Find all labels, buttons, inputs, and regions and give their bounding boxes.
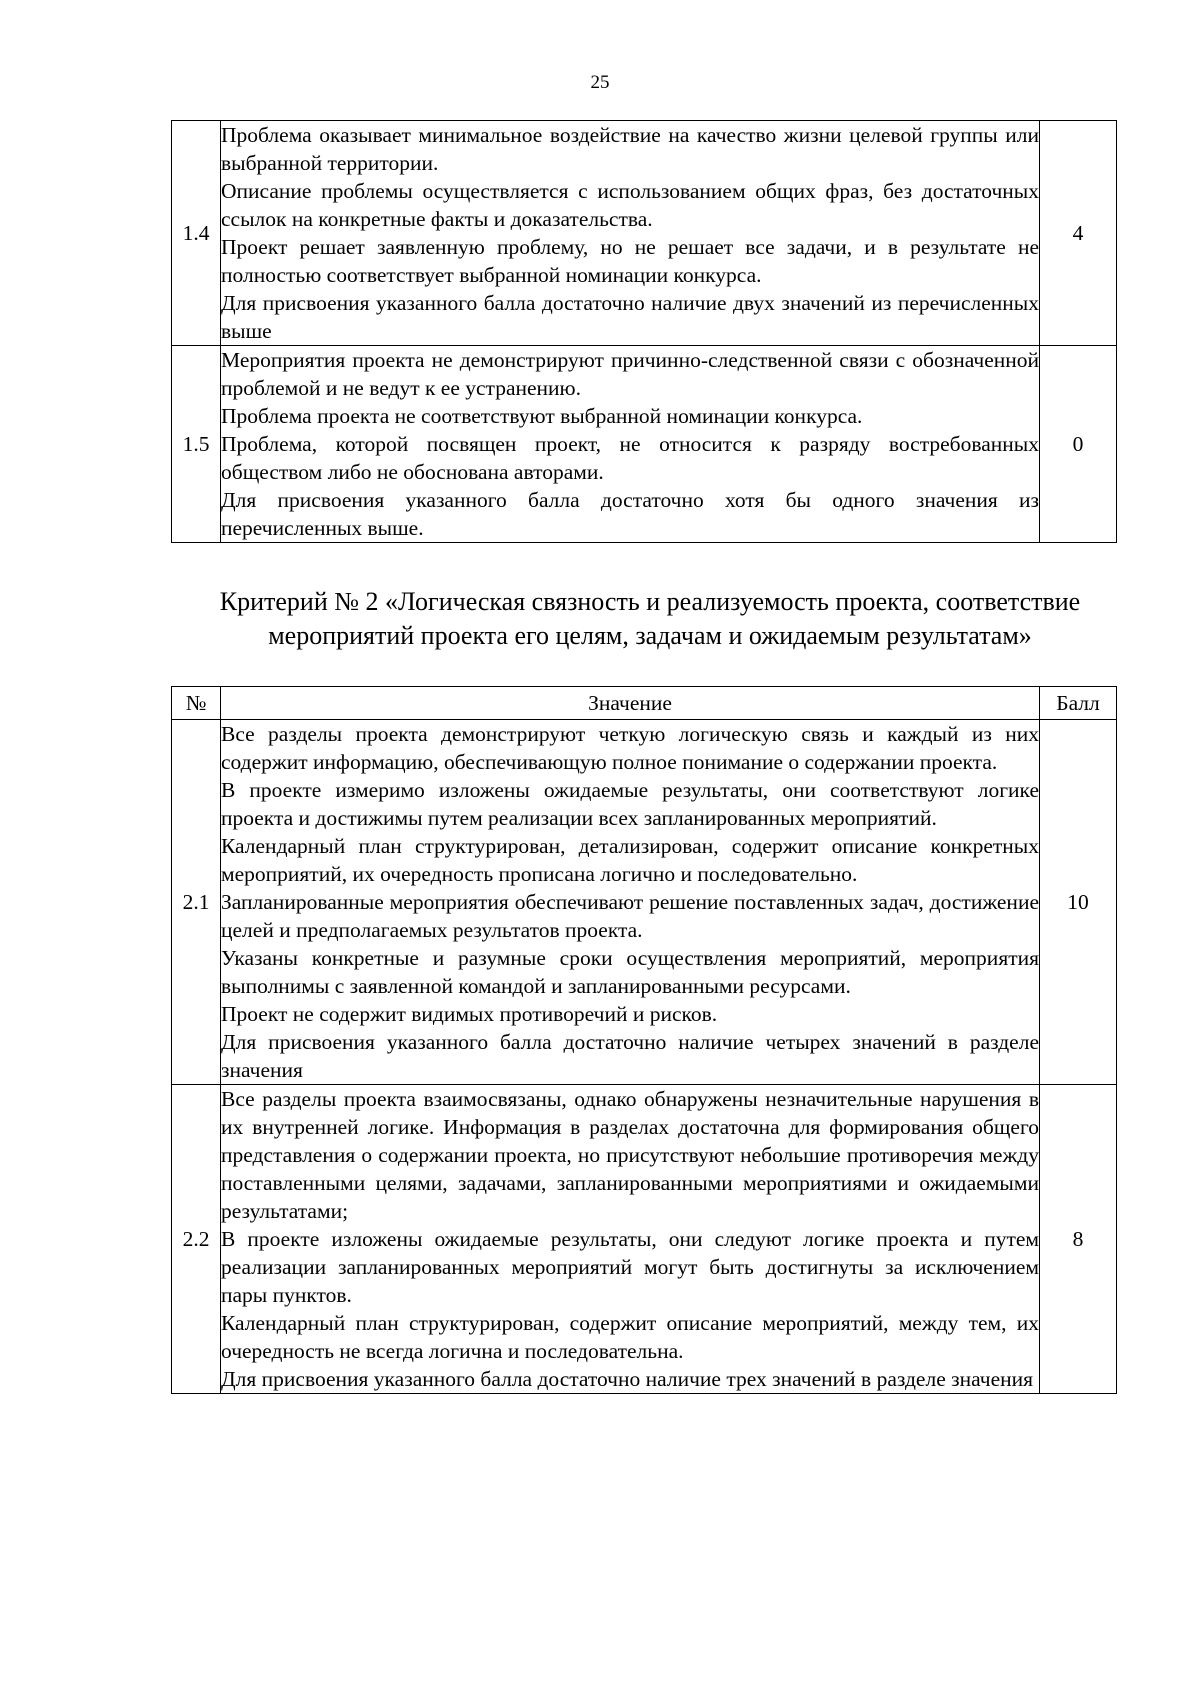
value-line: Все разделы проекта взаимосвязаны, однако обнаружены незначительные нарушения в их внутренней логике. Информация в разделах достаточна для формирования общего представления о содержании проекта, но присутствуют небольшие противоречия между поставленными целями, задачами, запланированными мероприятиями и ожидаемыми результатами; xyxy=(221,1087,1039,1223)
table-row xyxy=(172,1085,1117,1394)
column-header-value: Значение xyxy=(221,687,1040,720)
criterion-2-heading-line: Критерий № 2 «Логическая связность и реализуемость проекта, соответствие xyxy=(219,587,1081,616)
value-line: Проект не содержит видимых противоречий и рисков. xyxy=(221,1002,718,1026)
value-line: Для присвоения указанного балла достаточно наличие трех значений в разделе значения xyxy=(221,1367,1034,1391)
row-score: 10 xyxy=(1040,720,1117,1085)
value-line: Проект решает заявленную проблему, но не решает все задачи, и в результате не полностью соответствует выбранной номинации конкурса. xyxy=(221,235,1039,287)
value-line: Для присвоения указанного балла достаточно наличие четырех значений в разделе значения xyxy=(221,1030,1039,1082)
criteria-table-continued xyxy=(171,120,1117,543)
row-score: 4 xyxy=(1040,121,1117,346)
value-line: Запланированные мероприятия обеспечивают решение поставленных задач, достижение целей и предполагаемых результатов проекта. xyxy=(221,890,1039,942)
value-line: Для присвоения указанного балла достаточно хотя бы одного значения из перечисленных выше. xyxy=(221,488,1039,540)
row-number: 2.2 xyxy=(172,1085,221,1394)
value-line: В проекте измеримо изложены ожидаемые результаты, они соответствуют логике проекта и достижимы путем реализации всех запланированных мероприятий. xyxy=(221,778,1039,830)
value-line: Все разделы проекта демонстрируют четкую логическую связь и каждый из них содержит информацию, обеспечивающую полное понимание о содержании проекта. xyxy=(221,722,1039,774)
row-score: 0 xyxy=(1040,346,1117,543)
row-number: 2.1 xyxy=(172,720,221,1085)
table-header-row xyxy=(172,687,1117,720)
table-row xyxy=(172,121,1117,346)
criterion-2-heading-line: мероприятий проекта его целям, задачам и ожидаемым результатам» xyxy=(268,621,1032,650)
page-number: 25 xyxy=(590,72,610,93)
value-line: Проблема оказывает минимальное воздействие на качество жизни целевой группы или выбранной территории. xyxy=(221,123,1039,175)
value-line: Проблема проекта не соответствуют выбранной номинации конкурса. xyxy=(221,404,863,428)
row-number: 1.4 xyxy=(172,121,221,346)
value-line: Для присвоения указанного балла достаточно наличие двух значений из перечисленных выше xyxy=(221,291,1039,343)
value-line: Описание проблемы осуществляется с использованием общих фраз, без достаточных ссылок на конкретные факты и доказательства. xyxy=(221,179,1039,231)
criterion-2-table xyxy=(171,686,1117,1394)
column-header-score: Балл xyxy=(1040,687,1117,720)
value-line: Календарный план структурирован, содержит описание мероприятий, между тем, их очередность не всегда логична и последовательна. xyxy=(221,1311,1039,1363)
value-line: Мероприятия проекта не демонстрируют причинно-следственной связи с обозначенной проблемой и не ведут к ее устранению. xyxy=(221,348,1039,400)
value-line: Указаны конкретные и разумные сроки осуществления мероприятий, мероприятия выполнимы с заявленной командой и запланированными ресурсами. xyxy=(221,946,1039,998)
row-number: 1.5 xyxy=(172,346,221,543)
column-header-number: № xyxy=(172,687,221,720)
table-row xyxy=(172,720,1117,1085)
row-value xyxy=(221,121,1040,346)
criterion-2-heading xyxy=(130,585,1170,653)
row-value xyxy=(221,346,1040,543)
row-value xyxy=(221,720,1040,1085)
table-row xyxy=(172,346,1117,543)
value-line: В проекте изложены ожидаемые результаты, они следуют логике проекта и путем реализации запланированных мероприятий могут быть достигнуты за исключением пары пунктов. xyxy=(221,1227,1039,1307)
row-score: 8 xyxy=(1040,1085,1117,1394)
value-line: Календарный план структурирован, детализирован, содержит описание конкретных мероприятий, их очередность прописана логично и последовательно. xyxy=(221,834,1039,886)
row-value xyxy=(221,1085,1040,1394)
value-line: Проблема, которой посвящен проект, не относится к разряду востребованных обществом либо не обоснована авторами. xyxy=(221,432,1039,484)
